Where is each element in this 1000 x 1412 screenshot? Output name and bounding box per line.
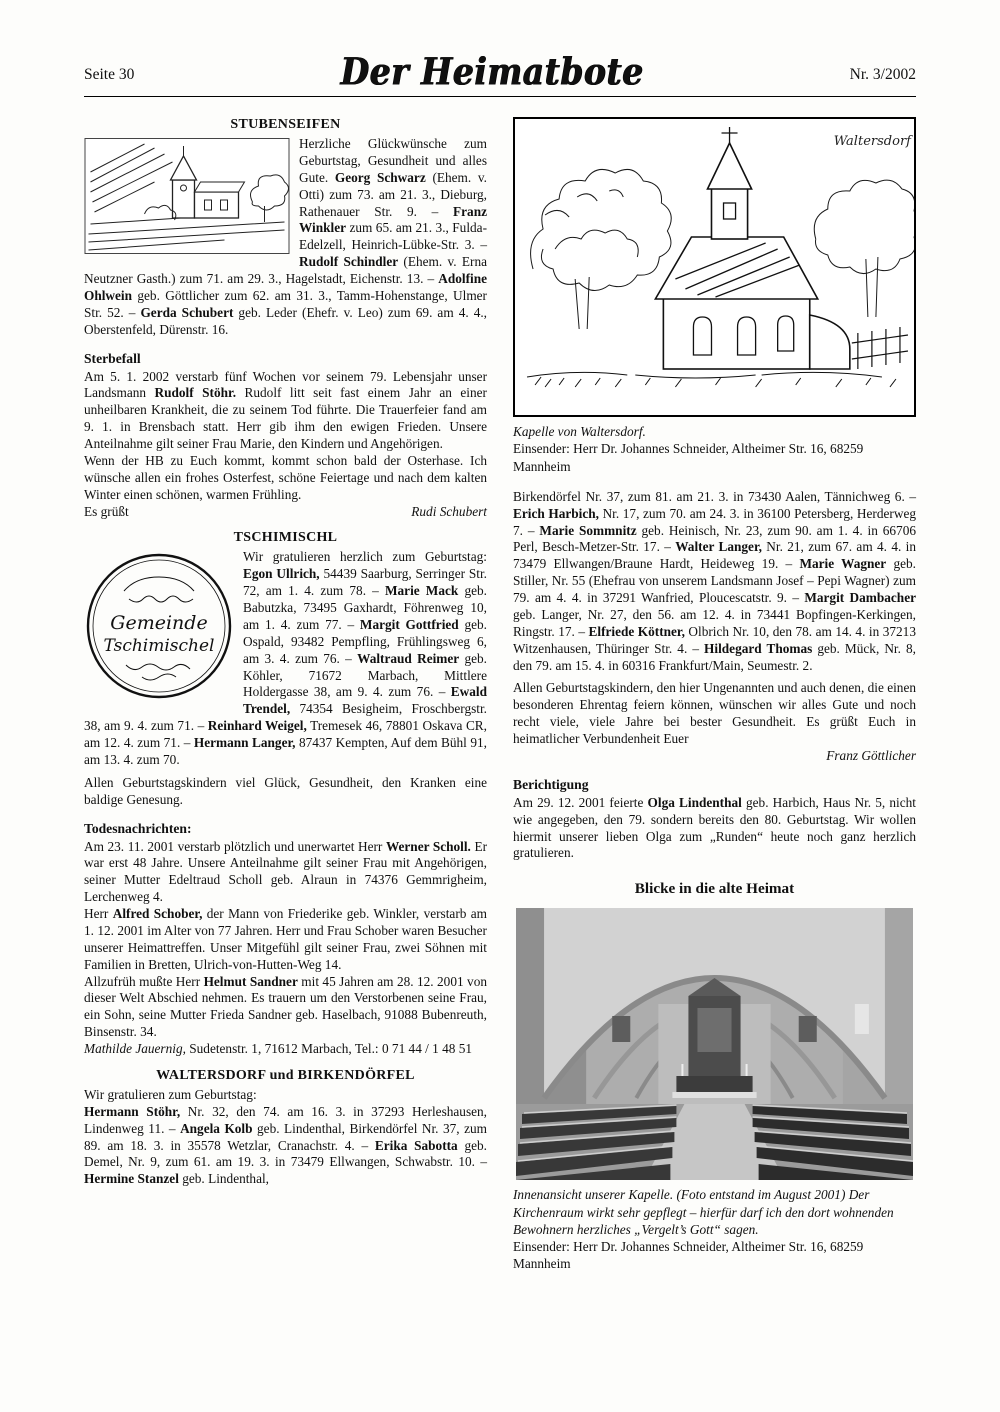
community-seal-image	[84, 551, 234, 701]
birkendoerfel-body: Birkendörfel Nr. 37, zum 81. am 21. 3. in 73430 Aalen, Tännichweg 6. – Erich Harbich, Nr. 17, zum 70. am 24. 3. in 36100 Petersberg, Herderweg 7. – Marie Sommnitz geb. Heinisch, Nr. 23, zum 90. am 1. 4. in 66706 Perl, Besch-Metzer-Str. 17. – Walter Langer, Nr. 21, zum 67. am 4. 4. in 73479 Ellwangen/Braune Hardt, Heideweg 19. – Marie Wagner geb. Stiller, Nr. 55 (Ehefrau von unserem Landsmann Josef – Pepi Wagner) zum 79. am 4. 4. in 37291 Wanfried, Ploucescatstr. 9. – Margit Dambacher geb. Langer, Nr. 27, den 56. am 12. 4. in 73441 Bopfingen-Kerkingen, Ringstr. 17. – Elfriede Köttner, Olbrich Nr. 10, den 78. am 14. 4. in 37213 Witzenhausen, Thüringer Str. 4. – Hildegard Thomas geb. Mück, Nr. 8, den 79. am 15. 4. in 60316 Frankfurt/Main, Seumestr. 2.	[513, 488, 917, 673]
page-header	[0, 49, 1000, 94]
blicke-heading: Blicke in die alte Heimat	[634, 880, 795, 898]
section-waltersdorf	[84, 1068, 487, 1188]
seal-line-1: Gemeinde	[110, 612, 208, 635]
sterbefall-signature-row	[84, 504, 487, 521]
section-tschimischl	[84, 530, 487, 808]
obituary-paragraph-2: Herr Alfred Schober, der Mann von Friederike geb. Winkler, verstarb am 1. 12. 2001 im Alter von 77 Jahren. Herr und Frau Schober waren Besucher unserer Heimattreffen. Unser Mitgefühl gilt seiner Frau, zwei Söhnen mit Familien in Bretten, Ulrich-von-Hutten-Weg 14.	[84, 906, 488, 972]
masthead-logo: Der Heimatbote	[340, 49, 644, 94]
section-sterbefall	[84, 351, 487, 521]
chapel-drawing-image	[513, 117, 916, 417]
figure-kapelle	[513, 117, 916, 475]
section-blicke	[513, 880, 916, 1272]
seal-line-2: Tschimischel	[103, 636, 215, 657]
two-column-layout	[0, 97, 1000, 1273]
section-birkendoerfel-continuation	[513, 489, 916, 765]
berichtigung-body: Am 29. 12. 2001 feierte Olga Lindenthal geb. Harbich, Haus Nr. 5, nicht wie angegeben, den 79. sondern bereits den 80. Geburtstag. Wir wollen hiermit unserer lieben Olga zum „Runden“ heute noch ganz herzlich gratulieren.	[513, 794, 916, 861]
section-todesnachrichten	[84, 821, 487, 1058]
waltersdorf-body: Hermann Stöhr, Nr. 32, den 74. am 16. 3. in 37293 Herleshausen, Lindenweg 11. – Angela Kolb geb. Lindenthal, Birkendörfel Nr. 37, zum 89. am 18. 3. in 35578 Wetzlar, Cranachstr. 4. – Erika Sabotta geb. Demel, Nr. 9, zum 61. am 19. 3. in 73479 Ellwangen, Schwabstr. 10. – Hermine Stanzel geb. Lindenthal,	[84, 1103, 487, 1187]
stubenseifen-heading: STUBENSEIFEN	[230, 117, 341, 132]
section-stubenseifen	[84, 117, 487, 339]
birkendoerfel-closing: Allen Geburtstagskindern, den hier Ungenannten und auch denen, die einen besonderen Ehrentag feiern können, wünschen wir alles Gute und noch recht viele, viele Jahre bei bester Gesundheit. Es grüßt Euch in heimatlicher Verbundenheit Euer	[513, 680, 916, 747]
village-church-sketch-image	[84, 138, 290, 254]
tschimischl-body: Wir gratulieren herzlich zum Geburtstag: Egon Ullrich, 54439 Saarburg, Serringer Str. 72, am 1. 4. zum 78. – Marie Mack geb. Babutzka, 73495 Gaxhardt, Föhrenweg 10, am 1. 4. zum 77. – Margit Gottfried geb. Ospald, 93482 Pempfling, Frühlingsweg 6, am 3. 4. zum 76. – Waltraud Reimer geb. Köhler, 71672 Marbach, Mittlere Holdergasse 38, am 9. 4. zum 76. – Ewald Trendel, 74354 Besigheim, Froschbergstr. 38, am 9. 4. zum 71. – Reinhard Weigel, Tremesek 46, 78801 Oskava CR, am 12. 4. zum 71. – Hermann Langer, 87437 Kempten, Auf dem Bühl 91, am 13. 4. zum 70.	[84, 549, 488, 767]
obituary-paragraph-3: Allzufrüh mußte Herr Helmut Sandner mit 45 Jahren am 28. 12. 2001 von dieser Welt Abschied nehmen. Es trauern um den Verstorbenen seine Frau, ein Sohn, seine Mutter Frieda Sandner geb. Haselbach, 91088 Bubenreuth, Binsenstr. 34.	[84, 973, 487, 1040]
kapelle-caption-sender: Einsender: Herr Dr. Johannes Schneider, Altheimer Str. 16, 68259 Mannheim	[513, 441, 864, 474]
sterbefall-paragraph-2: Wenn der HB zu Euch kommt, kommt schon bald der Osterhase. Ich wünsche allen ein frohes Osterfest, schöne Feiertage und nach dem kalten Winter einen schönen, warmen Frühling.	[84, 452, 487, 502]
section-berichtigung	[513, 777, 916, 863]
waltersdorf-intro: Wir gratulieren zum Geburtstag:	[84, 1086, 257, 1102]
signature-name: Rudi Schubert	[411, 503, 487, 519]
church-interior-photo	[516, 908, 913, 1180]
page-number-label: Seite 30	[84, 66, 135, 83]
birkendoerfel-signature: Franz Göttlicher	[826, 747, 916, 763]
kapelle-caption-title: Kapelle von Waltersdorf.	[513, 424, 646, 439]
sterbefall-paragraph-1: Am 5. 1. 2002 verstarb fünf Wochen vor seinem 79. Lebensjahr unser Landsmann Rudolf Stöhr. Rudolf litt seit fast einem Jahr an einer unheilbaren Krankheit, die zu seinem Tod führte. Die Trauerfeier fand am 9. 1. in Brensbach statt. Herr gib ihm den ewigen Frieden. Unsere Anteilnahme gilt seiner Frau Marie, den Kindern und Angehörigen.	[84, 368, 487, 451]
waltersdorf-heading: WALTERSDORF und BIRKENDÖRFEL	[156, 1067, 415, 1083]
kapelle-caption	[513, 423, 916, 475]
issue-number-label: Nr. 3/2002	[849, 66, 916, 83]
interior-caption-text: Innenansicht unserer Kapelle. (Foto entstand im August 2001) Der Kirchenraum wirkt sehr gepflegt – hierfür darf ich den dort wohnenden Bewohnern herzliches „Vergelt’s Gott“ sagen.	[513, 1187, 894, 1237]
interior-photo-caption	[513, 1186, 916, 1272]
todesnachrichten-heading: Todesnachrichten:	[84, 820, 192, 836]
obituary-paragraph-1: Am 23. 11. 2001 verstarb plötzlich und unerwartet Herr Werner Scholl. Er war erst 48 Jahre. Unsere Anteilnahme gilt seiner Frau mit Angehörigen, seiner Mutter Edeltraud Scholl geb. Alraun in 74376 Gemmrigheim, Lerchenweg 4.	[84, 838, 488, 905]
sterbefall-heading: Sterbefall	[84, 350, 141, 366]
stubenseifen-body: Herzliche Glückwünsche zum Geburtstag, Gesundheit und alles Gute. Georg Schwarz (Ehem. v. Otti) zum 73. am 21. 3., Dieburg, Rathenauer Str. 9. – Franz Winkler zum 65. am 21. 3., Fulda-Edelzell, Heinrich-Lübke-Str. 3. – Rudolf Schindler (Ehem. v. Erna Neutzner Gasth.) zum 71. am 29. 3., Hagelstadt, Eichenstr. 13. – Adolfine Ohlwein geb. Göttlicher zum 62. am 31. 3., Tamm-Hohenstange, Ulmer Str. 52. – Gerda Schubert geb. Leder (Ehefr. v. Leo) zum 69. am 4. 4., Oberstenfeld, Dürenstr. 16.	[84, 136, 488, 337]
interior-caption-sender: Einsender: Herr Dr. Johannes Schneider, Altheimer Str. 16, 68259 Mannheim	[513, 1239, 864, 1272]
drawing-annotation: Waltersdorf	[833, 134, 912, 149]
left-column	[84, 117, 487, 1188]
tschimischl-closing: Allen Geburtstagskindern viel Glück, Gesundheit, den Kranken eine baldige Genesung.	[84, 774, 487, 807]
obituary-contact: Mathilde Jauernig, Sudetenstr. 1, 71612 Marbach, Tel.: 0 71 44 / 1 48 51	[84, 1041, 473, 1056]
signature-greeting: Es grüßt	[84, 503, 129, 519]
right-column	[513, 117, 916, 1273]
berichtigung-heading: Berichtigung	[513, 776, 589, 792]
tschimischl-heading: TSCHIMISCHL	[233, 530, 338, 546]
